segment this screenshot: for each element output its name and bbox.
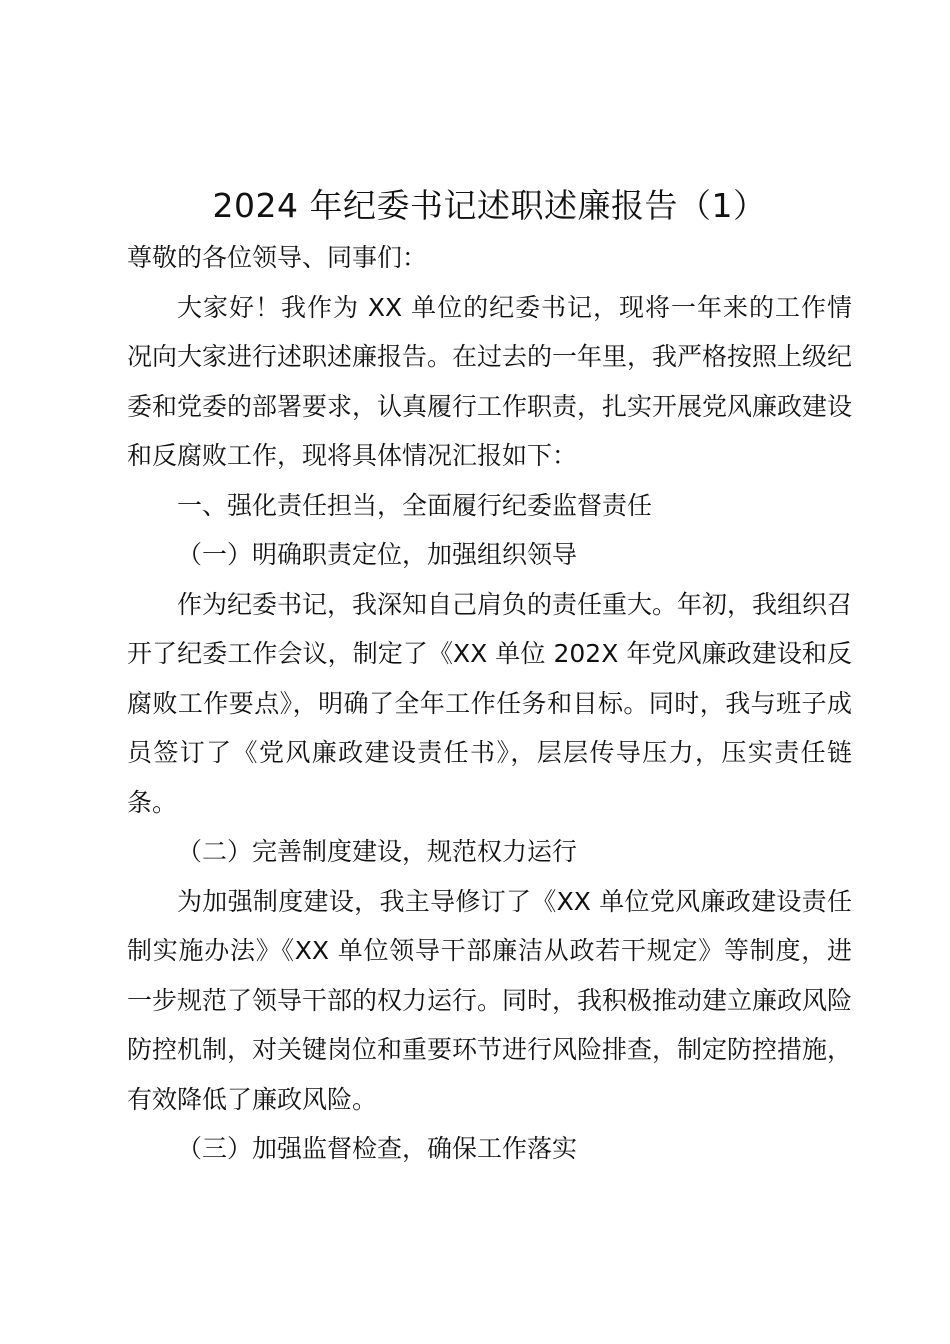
body-paragraph-2: 为加强制度建设，我主导修订了《XX 单位党风廉政建设责任制实施办法》《XX 单位领导干部廉洁从政若干规定》等制度，进一步规范了领导干部的权力运行。同时，我积极推动建立廉政风险防控机制，对关键岗位和重要环节进行风险排查，制定防控措施，有效降低了廉政风险。 (127, 886, 853, 1114)
subsection-heading-3: （三）加强监督检查，确保工作落实 (177, 1134, 578, 1163)
subsection-heading-1: （一）明确职责定位，加强组织领导 (177, 540, 578, 569)
section-heading-1: 一、强化责任担当，全面履行纪委监督责任 (177, 490, 653, 520)
subsection-heading-2: （二）完善制度建设，规范权力运行 (177, 837, 578, 866)
document-body (127, 178, 852, 1174)
body-paragraph-1: 作为纪委书记，我深知自己肩负的责任重大。年初，我组织召开了纪委工作会议，制定了《XX 单位 202X 年党风廉政建设和反腐败工作要点》，明确了全年工作任务和目标。同时，我与班子成员签订了《党风廉政建设责任书》，层层传导压力，压实责任链条。 (127, 589, 853, 817)
document-title: 2024 年纪委书记述职述廉报告（1） (212, 186, 767, 225)
intro-paragraph: 大家好！我作为 XX 单位的纪委书记，现将一年来的工作情况向大家进行述职述廉报告。在过去的一年里，我严格按照上级纪委和党委的部署要求，认真履行工作职责，扎实开展党风廉政建设和反腐败工作，现将具体情况汇报如下： (127, 292, 853, 470)
salutation: 尊敬的各位领导、同事们： (127, 243, 428, 272)
